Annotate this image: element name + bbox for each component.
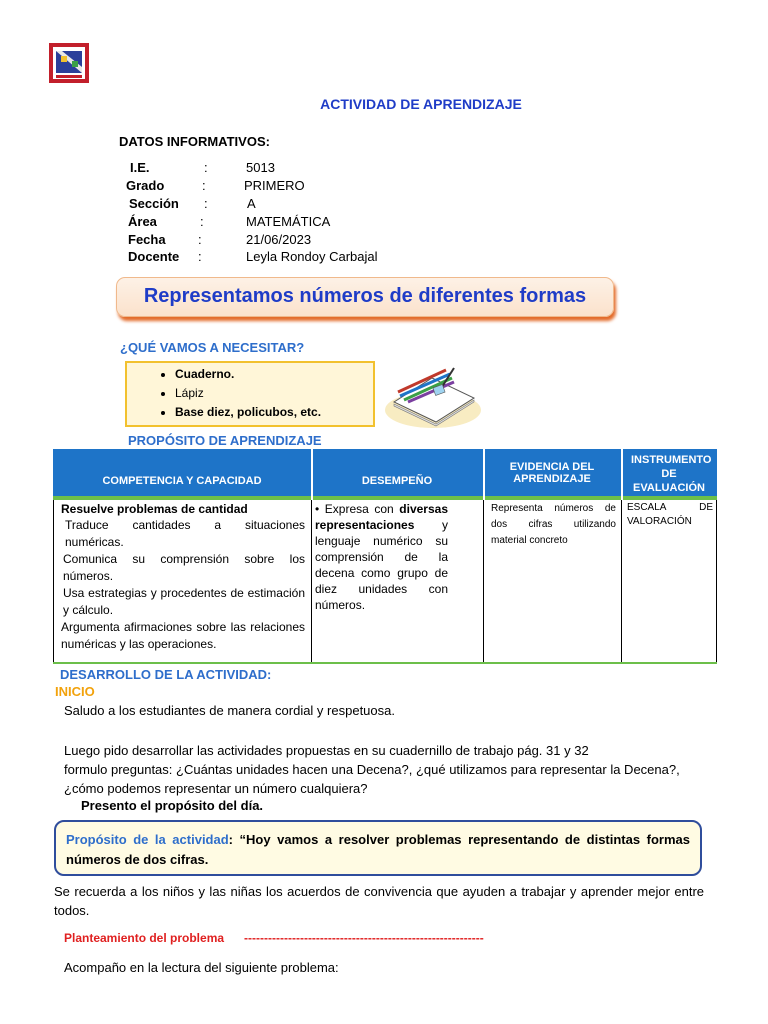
competencia-title: Resuelve problemas de cantidad xyxy=(61,502,248,516)
capacidad-item: Traduce cantidades a situaciones numéricas. xyxy=(65,518,305,549)
instrumento-word: DE xyxy=(699,502,713,513)
needs-box xyxy=(125,361,375,427)
info-sep: : xyxy=(198,232,202,247)
planteamiento-heading: Planteamiento del problema xyxy=(64,931,225,945)
evidencia-cell: Representa números de dos cifras utilizando material concreto xyxy=(491,503,616,546)
desempeno-text-pre: • Expresa con xyxy=(315,502,400,516)
purpose-label: Propósito de la actividad xyxy=(66,832,229,847)
info-row-ie xyxy=(130,160,430,178)
needs-list xyxy=(127,365,373,422)
column-divider xyxy=(311,500,312,664)
column-divider xyxy=(621,500,622,664)
info-value: Leyla Rondoy Carbajal xyxy=(246,249,378,264)
competencia-cell xyxy=(61,501,305,653)
table-header-desempeno: DESEMPEÑO xyxy=(311,449,483,497)
needs-item: • Lápiz xyxy=(175,384,373,403)
info-sep: : xyxy=(204,160,208,175)
session-title: Representamos números de diferentes formas xyxy=(143,285,587,307)
info-sep: : xyxy=(202,178,206,193)
table-bottom-rule xyxy=(53,662,717,664)
instrumento-word: ESCALA xyxy=(627,502,667,513)
paragraph-line: formulo preguntas: ¿Cuántas unidades hacen una Decena?, ¿qué utilizamos para representar la Decena?, xyxy=(64,762,680,777)
paragraph-line: ¿cómo podemos representar un número cualquiera? xyxy=(64,781,368,796)
info-value: MATEMÁTICA xyxy=(246,214,331,229)
paragraph-lectura: Acompaño en la lectura del siguiente problema: xyxy=(64,960,339,975)
info-row-grado xyxy=(126,178,426,196)
paragraph-line: Luego pido desarrollar las actividades propuestas en su cuadernillo de trabajo pág. 31 y 32 xyxy=(64,743,589,758)
purpose-text: : “Hoy vamos a resolver problemas representando de distintas formas números de dos cifras. xyxy=(66,832,690,867)
info-row-area xyxy=(128,214,428,232)
paragraph-saludo: Saludo a los estudiantes de manera cordial y respetuosa. xyxy=(64,703,395,718)
column-divider xyxy=(483,500,484,664)
desempeno-text-bold: diversas representaciones xyxy=(315,502,448,532)
info-row-seccion xyxy=(129,196,429,214)
info-sep: : xyxy=(204,196,208,211)
purpose-callout xyxy=(54,820,702,876)
info-row-fecha xyxy=(128,232,428,250)
info-sep: : xyxy=(200,214,204,229)
desarrollo-heading: DESARROLLO DE LA ACTIVIDAD: xyxy=(60,667,272,682)
capacidad-item: Argumenta afirmaciones sobre las relaciones numéricas y las operaciones. xyxy=(61,620,305,651)
purpose-text-block xyxy=(66,830,690,870)
document-title: ACTIVIDAD DE APRENDIZAJE xyxy=(320,96,522,112)
needs-heading: ¿QUÉ VAMOS A NECESITAR? xyxy=(120,340,305,355)
table-header-evidencia: EVIDENCIA DEL APRENDIZAJE xyxy=(483,449,621,497)
capacidad-item: Usa estrategias y procedentes de estimación y cálculo. xyxy=(63,586,305,617)
desempeno-cell xyxy=(315,501,448,613)
instrumento-word: VALORACIÓN xyxy=(627,516,692,527)
info-sep: : xyxy=(198,249,202,264)
info-value: PRIMERO xyxy=(244,178,305,193)
info-row-docente xyxy=(128,249,428,267)
paragraph-presento: Presento el propósito del día. xyxy=(81,798,264,813)
proposito-heading: PROPÓSITO DE APRENDIZAJE xyxy=(128,433,322,448)
desempeno-text-post: y lenguaje numérico su comprensión de la decena como grupo de diez unidades con números. xyxy=(315,518,448,612)
needs-item: • Cuaderno. xyxy=(175,365,373,384)
info-value: A xyxy=(247,196,256,211)
info-key: Docente xyxy=(128,249,180,264)
table-header-competencia: COMPETENCIA Y CAPACIDAD xyxy=(53,449,311,497)
capacidad-item: Comunica su comprensión sobre los números. xyxy=(63,552,305,583)
info-key: Sección xyxy=(129,196,179,211)
needs-item: • Base diez, policubos, etc. xyxy=(175,403,373,422)
info-key: Fecha xyxy=(128,232,166,247)
info-key: I.E. xyxy=(130,160,150,175)
planteamiento-dashes: ------------------------------------------------------------ xyxy=(244,931,484,945)
school-supplies-clipart xyxy=(380,360,486,430)
info-value: 21/06/2023 xyxy=(246,232,312,247)
info-value: 5013 xyxy=(246,160,275,175)
purpose-table xyxy=(53,449,717,664)
info-key: Grado xyxy=(126,178,165,193)
inicio-heading: INICIO xyxy=(55,684,95,699)
table-header-instrumento: INSTRUMENTO DE EVALUACIÓN xyxy=(621,449,717,497)
info-key: Área xyxy=(128,214,157,229)
school-crest-logo xyxy=(48,42,90,84)
paragraph-acuerdos: Se recuerda a los niños y las niñas los acuerdos de convivencia que ayuden a trabajar y aprender mejor entre todos. xyxy=(54,884,704,918)
instrumento-cell xyxy=(627,501,713,529)
session-title-banner xyxy=(116,277,614,317)
paragraph-actividades xyxy=(64,741,724,798)
datos-heading: DATOS INFORMATIVOS: xyxy=(119,134,270,149)
